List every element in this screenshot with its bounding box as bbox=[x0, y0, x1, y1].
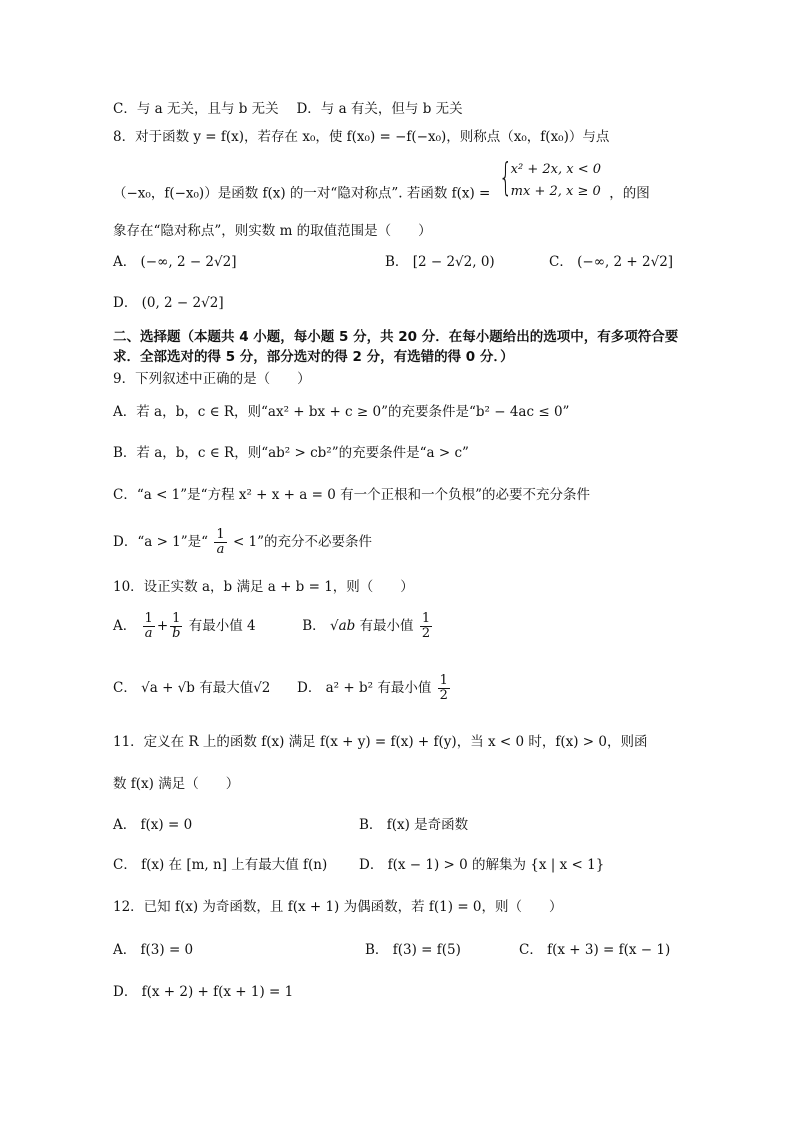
q8-option-a: A． (−∞, 2 − 2√2] bbox=[113, 254, 237, 270]
fraction-numerator: 1 bbox=[216, 527, 225, 542]
q10-option-a-label: A． bbox=[113, 618, 137, 634]
q11-options-cd bbox=[113, 856, 713, 876]
q10-options-ab bbox=[113, 612, 713, 648]
plus-sign: + bbox=[156, 618, 169, 634]
fraction-numerator: 1 bbox=[421, 611, 431, 626]
q9-option-b: B．若 a，b，c ∈ R，则“ab² > cb²”的充要条件是“a > c” bbox=[113, 445, 469, 461]
brace-icon: { bbox=[498, 155, 512, 199]
q10-option-c: C． √a + √b 有最大值√2 bbox=[113, 680, 271, 696]
q8-stem-line2-text: （−x₀，f(−x₀)）是函数 f(x) 的一对“隐对称点”. 若函数 f(x) = bbox=[113, 185, 491, 202]
q11-option-d: D． f(x − 1) > 0 的解集为 {x | x < 1} bbox=[359, 857, 605, 873]
q11-option-b: B． f(x) 是奇函数 bbox=[359, 817, 469, 833]
q11-option-a: A． f(x) = 0 bbox=[113, 817, 193, 833]
q9-stem: 9．下列叙述中正确的是（ ） bbox=[113, 371, 311, 387]
fraction-denominator: b bbox=[172, 626, 181, 641]
fraction-1-over-a bbox=[214, 528, 226, 557]
q8-stem-line2-tail: ，的图 bbox=[609, 185, 650, 202]
fraction-numerator: 1 bbox=[170, 612, 182, 627]
section2-heading-line2: 求．全部选对的得 5 分，部分选对的得 2 分，有选错的得 0 分．） bbox=[113, 349, 514, 365]
q10-option-d-text: D． a² + b² 有最小值 bbox=[297, 680, 432, 696]
q11-stem-line2: 数 f(x) 满足（ ） bbox=[113, 776, 240, 792]
q8-stem-line3: 象存在“隐对称点”，则实数 m 的取值范围是（ ） bbox=[113, 223, 432, 239]
fraction-1-over-b bbox=[170, 612, 182, 641]
q9-option-d bbox=[113, 528, 372, 562]
q8-option-c: C． (−∞, 2 + 2√2] bbox=[549, 254, 674, 270]
q10-stem: 10．设正实数 a，b 满足 a + b = 1，则（ ） bbox=[113, 579, 414, 595]
q12-option-c: C． f(x + 3) = f(x − 1) bbox=[519, 942, 671, 958]
q12-option-d: D． f(x + 2) + f(x + 1) = 1 bbox=[113, 984, 294, 1000]
q12-options-abc bbox=[113, 941, 713, 961]
fraction-1-over-2 bbox=[420, 612, 432, 641]
sqrt-ab: √ab bbox=[329, 618, 356, 634]
q10-option-a-text: 有最小值 4 bbox=[188, 618, 256, 634]
piece-row-2: mx + 2, x ≥ 0 bbox=[510, 184, 601, 199]
q12-stem: 12．已知 f(x) 为奇函数，且 f(x + 1) 为偶函数，若 f(1) = 0，则（ ） bbox=[113, 899, 563, 915]
q11-stem-line1: 11．定义在 R 上的函数 f(x) 满足 f(x + y) = f(x) + f(y)，当 x < 0 时，f(x) > 0，则函 bbox=[113, 734, 648, 750]
piece-row-1: x² + 2x, x < 0 bbox=[510, 162, 601, 177]
fraction-1-over-2 bbox=[438, 674, 450, 703]
fraction-denominator: 2 bbox=[421, 626, 431, 641]
q9-option-c: C．“a < 1”是“方程 x² + x + a = 0 有一个正根和一个负根”的必要不充分条件 bbox=[113, 487, 591, 503]
q12-option-b: B． f(3) = f(5) bbox=[365, 942, 461, 958]
piecewise-function bbox=[498, 155, 601, 203]
section2-heading-line1: 二、选择题（本题共 4 小题，每小题 5 分，共 20 分．在每小题给出的选项中，有多项符合要 bbox=[113, 329, 679, 345]
fraction-1-over-a bbox=[143, 612, 155, 641]
fraction-denominator: a bbox=[144, 626, 153, 641]
q8-stem-line2 bbox=[113, 155, 650, 216]
q8-option-d: D． (0, 2 − 2√2] bbox=[113, 295, 224, 311]
q9-option-d-pre: D．“a > 1”是“ bbox=[113, 534, 209, 550]
q9-option-a: A．若 a，b，c ∈ R，则“ax² + bx + c ≥ 0”的充要条件是“b² − 4ac ≤ 0” bbox=[113, 404, 570, 420]
fraction-denominator: 2 bbox=[439, 688, 448, 703]
fraction-numerator: 1 bbox=[439, 673, 448, 688]
q10-option-b-label: B． bbox=[302, 618, 326, 634]
q10-options-cd bbox=[113, 674, 452, 710]
q7-options-cd: C．与 a 无关，且与 b 无关 D．与 a 有关，但与 b 无关 bbox=[113, 101, 463, 117]
q11-options-ab bbox=[113, 816, 713, 836]
q9-option-d-post: < 1”的充分不必要条件 bbox=[232, 534, 373, 550]
fraction-numerator: 1 bbox=[144, 611, 153, 626]
q8-stem-line1: 8．对于函数 y = f(x)，若存在 x₀，使 f(x₀) = −f(−x₀)，则称点（x₀，f(x₀)）与点 bbox=[113, 129, 610, 145]
q10-option-b-text: 有最小值 bbox=[359, 618, 414, 634]
q8-options-abc bbox=[113, 253, 713, 273]
q12-option-a: A． f(3) = 0 bbox=[113, 942, 194, 958]
fraction-denominator: a bbox=[216, 542, 225, 557]
q8-option-b: B． [2 − 2√2, 0) bbox=[385, 254, 495, 270]
q11-option-c: C． f(x) 在 [m, n] 上有最大值 f(n) bbox=[113, 857, 328, 873]
